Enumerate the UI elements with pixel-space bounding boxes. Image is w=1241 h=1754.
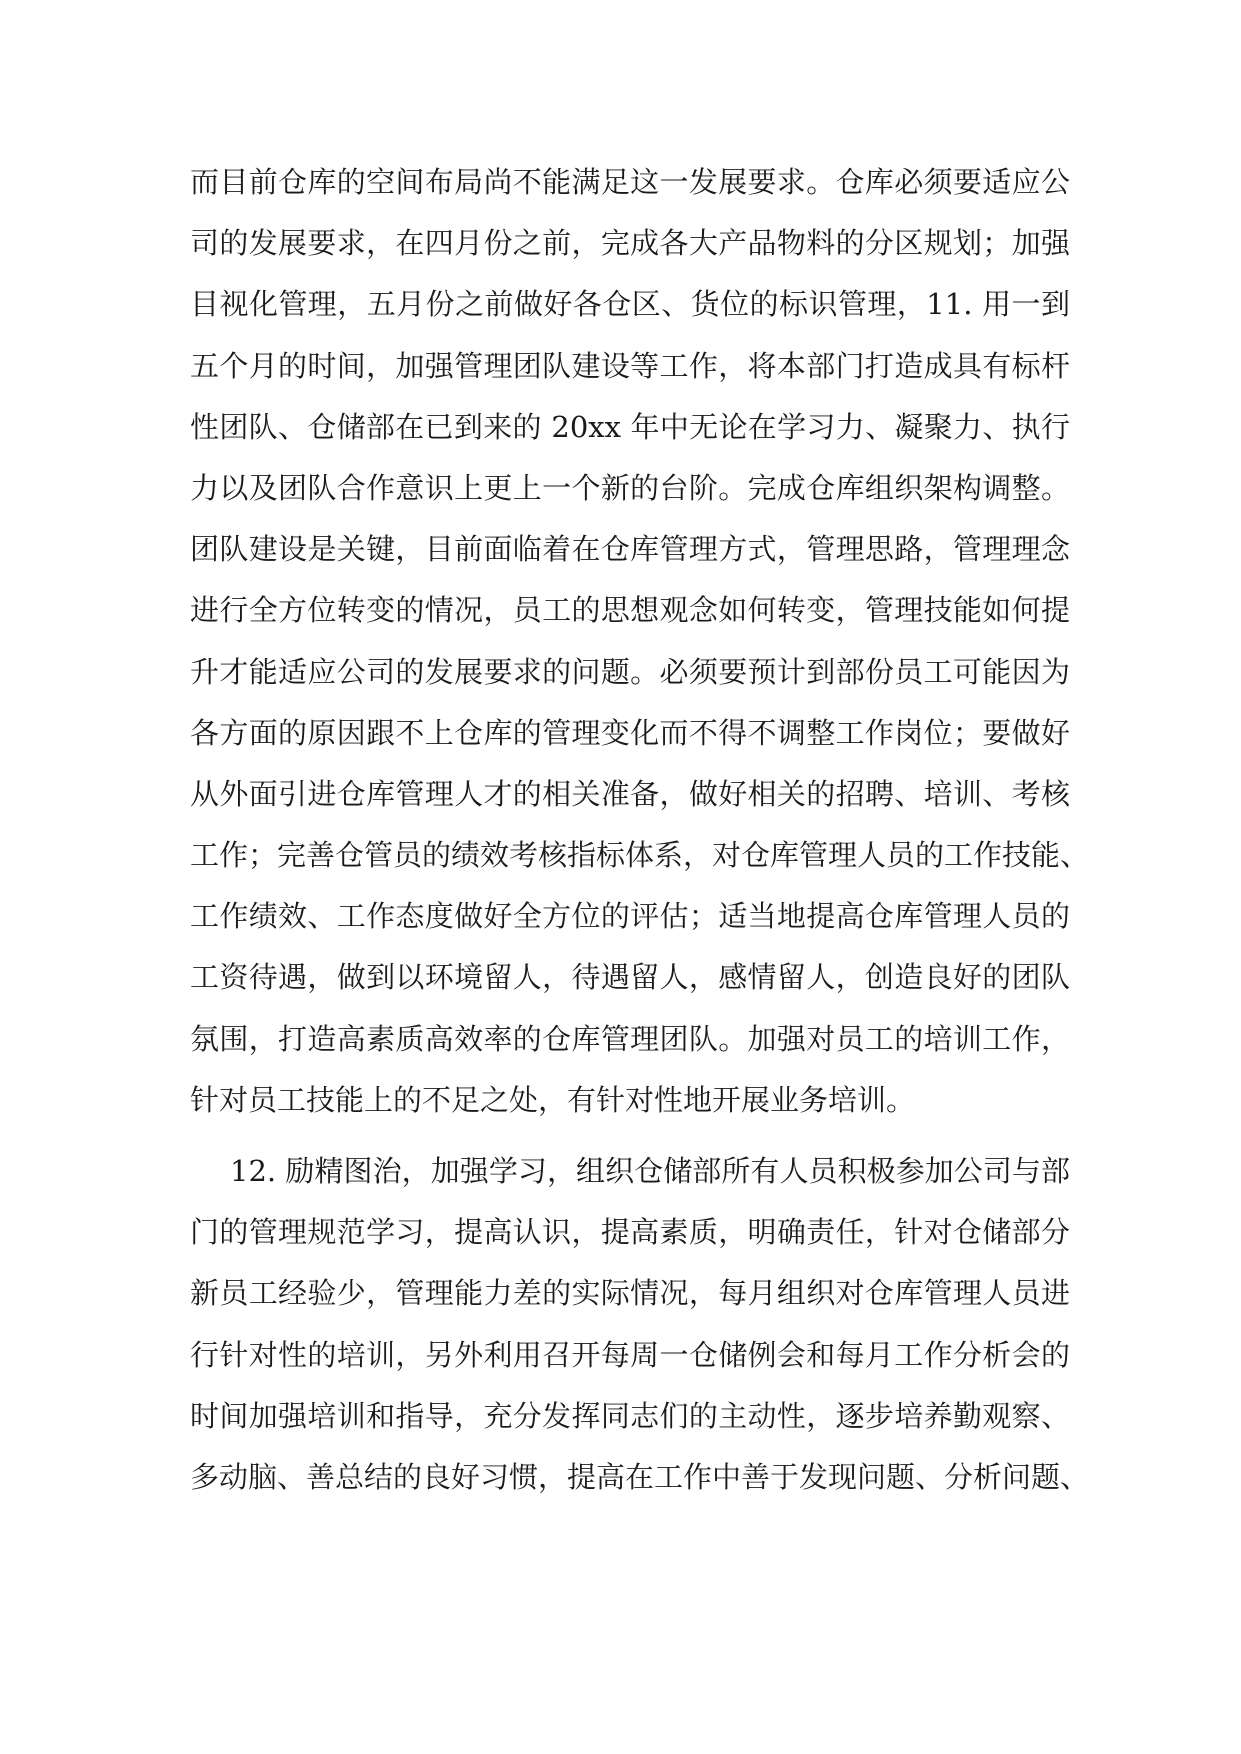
text-line: 新员工经验少，管理能力差的实际情况，每月组织对仓库管理人员进 — [190, 1276, 1070, 1311]
text-line: 升才能适应公司的发展要求的问题。必须要预计到部份员工可能因为 — [190, 654, 1070, 689]
text-line: 性团队、仓储部在已到来的 20xx 年中无论在学习力、凝聚力、执行 — [190, 409, 1070, 444]
body-text — [190, 152, 1090, 1508]
text-line: 进行全方位转变的情况，员工的思想观念如何转变，管理技能如何提 — [190, 593, 1070, 628]
text-line: 门的管理规范学习，提高认识，提高素质，明确责任，针对仓储部分 — [190, 1215, 1070, 1250]
paragraph-spacer — [190, 1131, 1070, 1141]
text-line: 而目前仓库的空间布局尚不能满足这一发展要求。仓库必须要适应公 — [190, 165, 1070, 199]
text-line: 时间加强培训和指导，充分发挥同志们的主动性，逐步培养勤观察、 — [190, 1398, 1070, 1433]
text-line: 工作；完善仓管员的绩效考核指标体系，对仓库管理人员的工作技能、 — [190, 838, 1090, 873]
text-line: 行针对性的培训，另外利用召开每周一仓储例会和每月工作分析会的 — [190, 1337, 1070, 1372]
paragraph — [190, 1141, 1090, 1508]
text-line: 针对员工技能上的不足之处，有针对性地开展业务培训。 — [190, 1082, 916, 1117]
paragraph — [190, 152, 1090, 1131]
text-line: 各方面的原因跟不上仓库的管理变化而不得不调整工作岗位；要做好 — [190, 715, 1070, 750]
text-line: 从外面引进仓库管理人才的相关准备，做好相关的招聘、培训、考核 — [190, 776, 1070, 811]
text-line: 力以及团队合作意识上更上一个新的台阶。完成仓库组织架构调整。 — [190, 470, 1070, 505]
text-line: 司的发展要求，在四月份之前，完成各大产品物料的分区规划；加强 — [190, 226, 1070, 261]
text-line: 氛围，打造高素质高效率的仓库管理团队。加强对员工的培训工作， — [190, 1021, 1070, 1056]
text-line: 目视化管理，五月份之前做好各仓区、货位的标识管理，11. 用一到 — [190, 287, 1070, 322]
text-line: 五个月的时间，加强管理团队建设等工作，将本部门打造成具有标杆 — [190, 348, 1070, 383]
text-line: 工资待遇，做到以环境留人，待遇留人，感情留人，创造良好的团队 — [190, 960, 1070, 995]
text-line: 12. 励精图治，加强学习，组织仓储部所有人员积极参加公司与部 — [230, 1154, 1070, 1188]
text-line: 多动脑、善总结的良好习惯，提高在工作中善于发现问题、分析问题、 — [190, 1459, 1090, 1494]
text-line: 团队建设是关键，目前面临着在仓库管理方式，管理思路，管理理念 — [190, 532, 1070, 567]
text-line: 工作绩效、工作态度做好全方位的评估；适当地提高仓库管理人员的 — [190, 899, 1070, 934]
